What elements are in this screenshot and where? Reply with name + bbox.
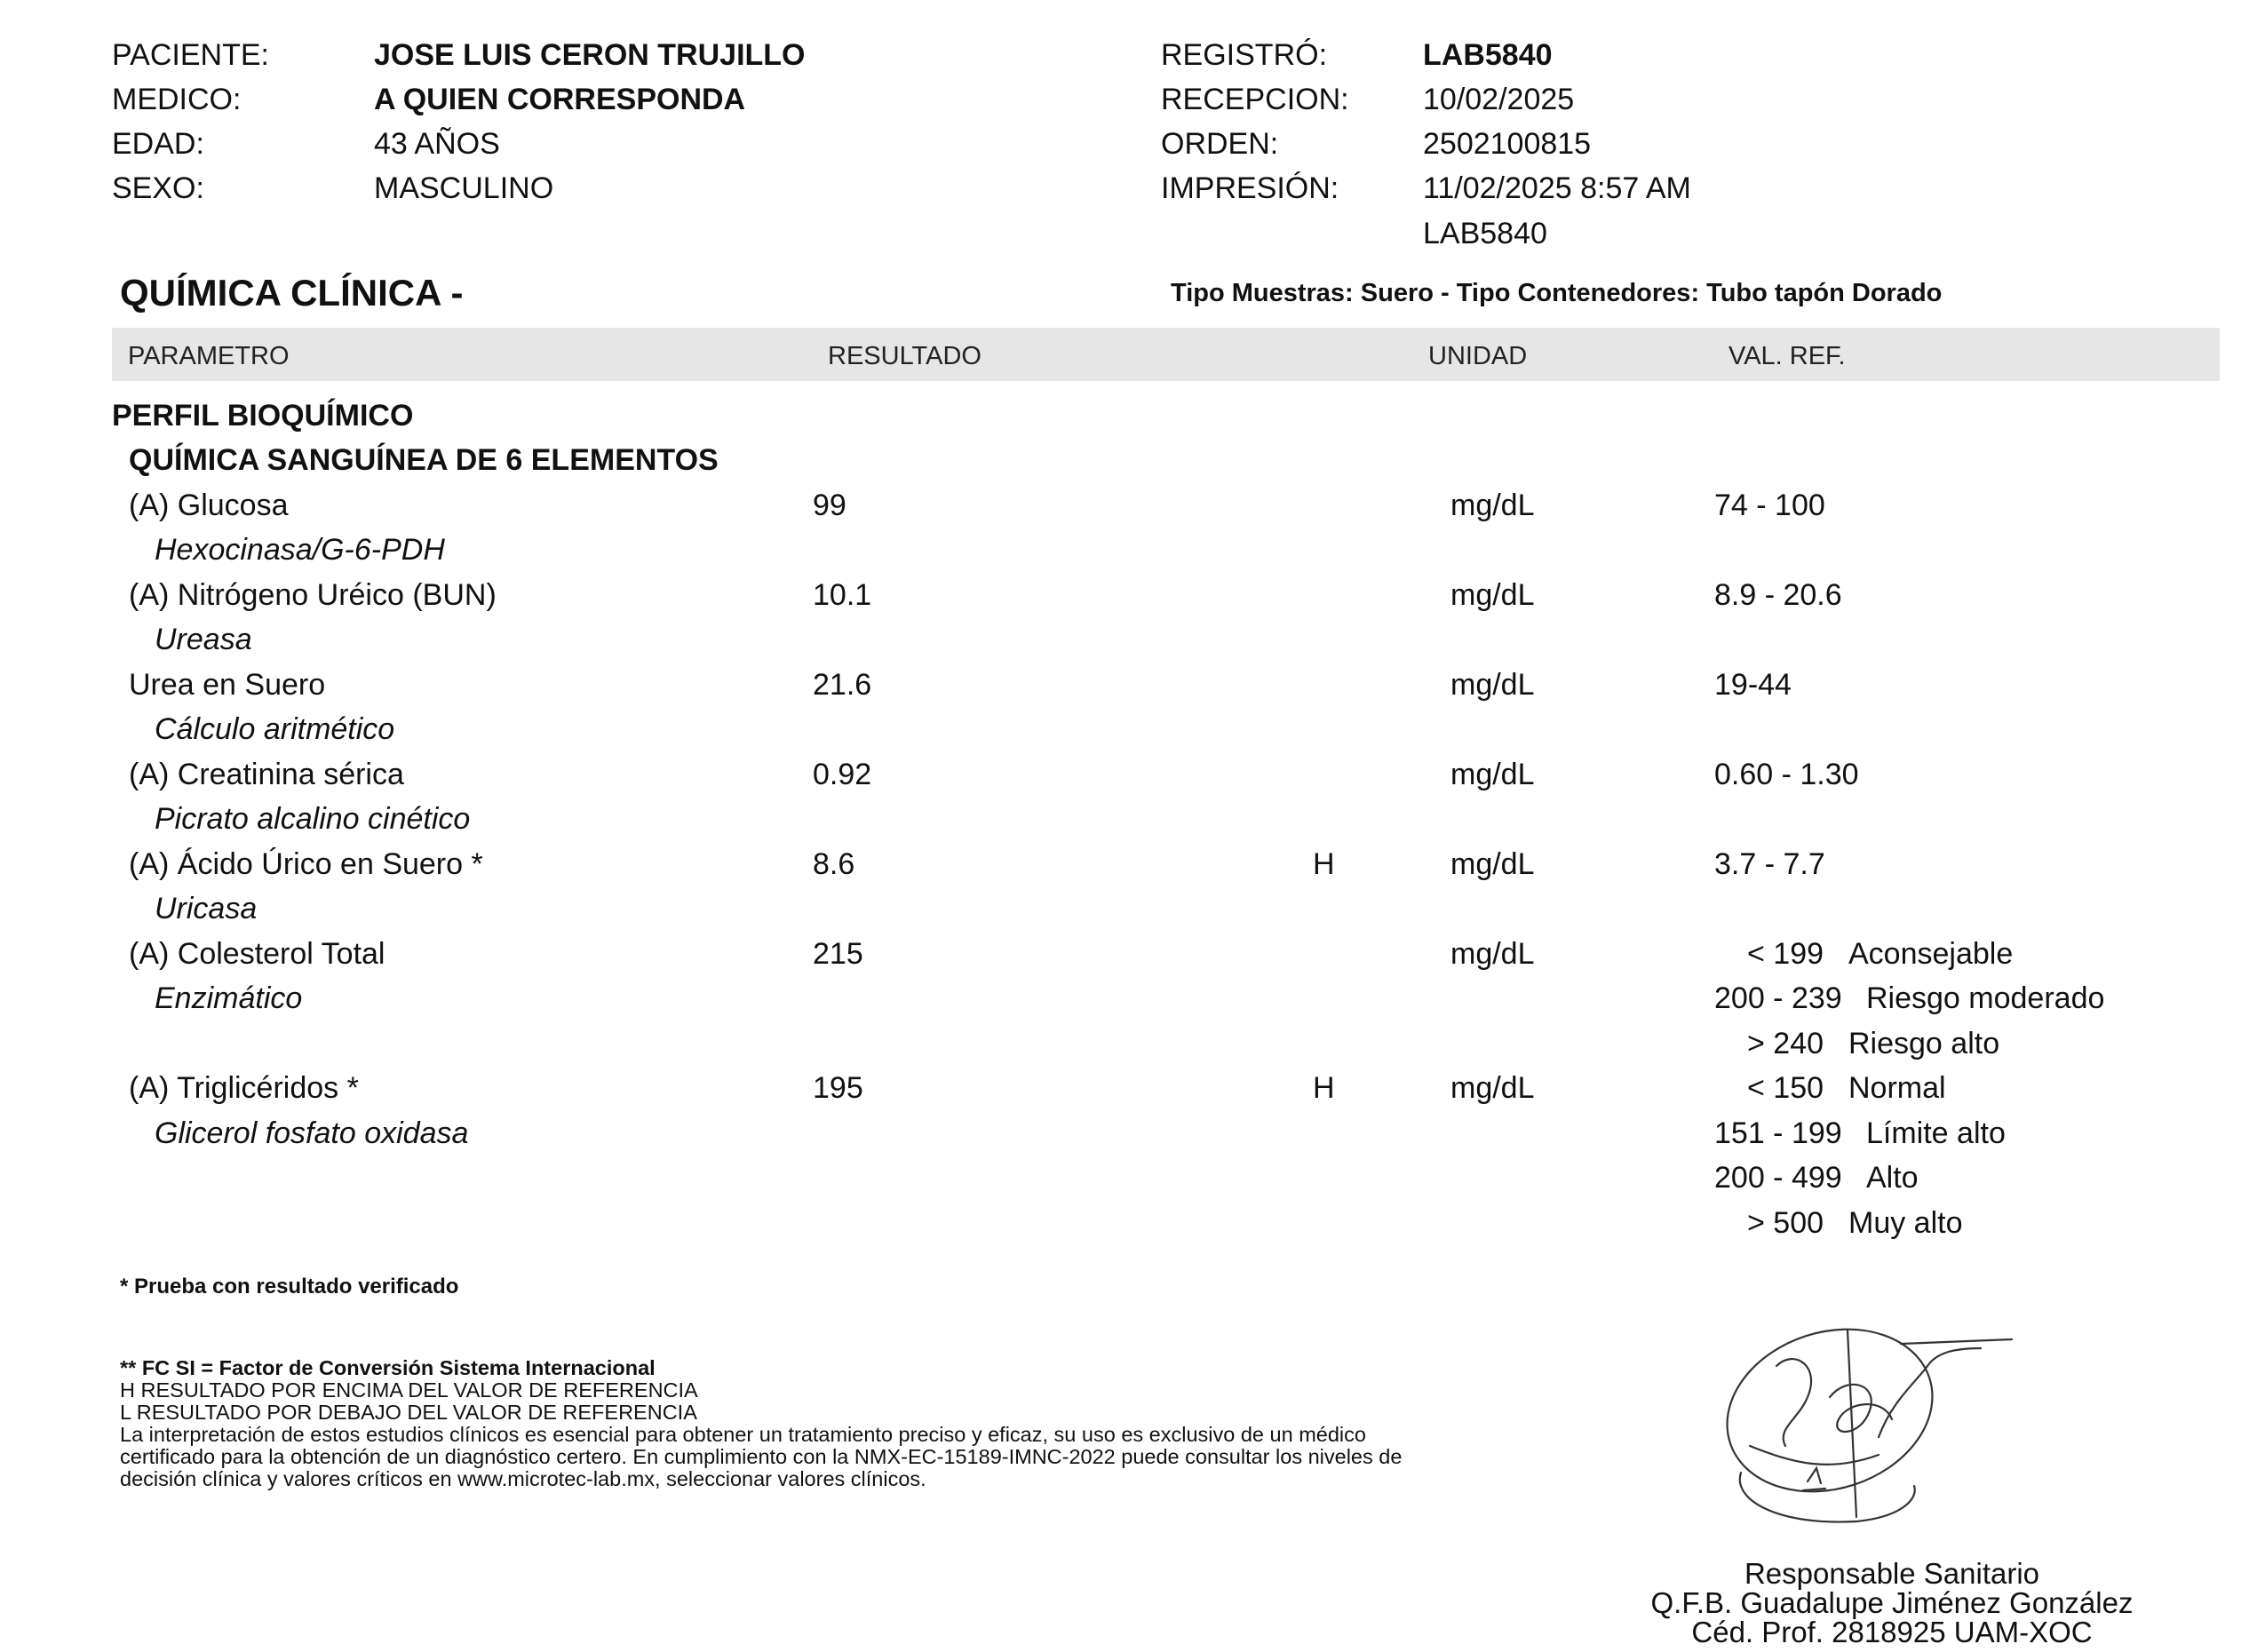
unit: mg/dL bbox=[1450, 937, 1535, 971]
reference-range: > 240 bbox=[1747, 1027, 1824, 1060]
reference-label: Límite alto bbox=[1866, 1116, 2006, 1150]
reference-range: 151 - 199 bbox=[1714, 1116, 1842, 1150]
reference-range: > 500 bbox=[1747, 1206, 1824, 1240]
parameter-name: (A) Triglicéridos * bbox=[129, 1071, 359, 1105]
table-header bbox=[112, 328, 2220, 381]
parameter-method: Uricasa bbox=[155, 892, 258, 925]
unit: mg/dL bbox=[1450, 847, 1535, 881]
parameter-name: (A) Glucosa bbox=[129, 488, 289, 522]
result-value: 21.6 bbox=[813, 668, 872, 702]
reference-range: < 150 bbox=[1747, 1071, 1824, 1105]
reference-range: 200 - 239 bbox=[1714, 981, 1842, 1015]
reception-label: RECEPCION: bbox=[1161, 83, 1349, 116]
reference-label: Alto bbox=[1866, 1161, 1919, 1195]
parameter-name: (A) Creatinina sérica bbox=[129, 758, 404, 791]
unit: mg/dL bbox=[1450, 758, 1535, 791]
patient-label: PACIENTE: bbox=[112, 38, 269, 72]
print-label: IMPRESIÓN: bbox=[1161, 171, 1339, 205]
result-value: 99 bbox=[813, 488, 846, 522]
parameter-method: Enzimático bbox=[155, 981, 303, 1015]
sex-value: MASCULINO bbox=[374, 171, 554, 205]
registered-value: LAB5840 bbox=[1423, 38, 1553, 72]
section-title: QUÍMICA CLÍNICA - bbox=[120, 272, 464, 314]
parameter-name: Urea en Suero bbox=[129, 668, 326, 702]
lab-code: LAB5840 bbox=[1423, 217, 1547, 250]
signature-block bbox=[1581, 1559, 2203, 1647]
notes-block bbox=[120, 1357, 1402, 1490]
order-value: 2502100815 bbox=[1423, 127, 1592, 161]
parameter-method: Picrato alcalino cinético bbox=[155, 802, 471, 836]
patient-value: JOSE LUIS CERON TRUJILLO bbox=[374, 38, 806, 72]
reference-label: Riesgo moderado bbox=[1866, 981, 2105, 1015]
reference-range: 200 - 499 bbox=[1714, 1161, 1842, 1195]
group-heading: PERFIL BIOQUÍMICO bbox=[112, 399, 414, 433]
result-value: 8.6 bbox=[813, 847, 855, 881]
reference-label: Aconsejable bbox=[1848, 937, 2014, 971]
parameter-method: Cálculo aritmético bbox=[155, 712, 395, 746]
reference-value: 74 - 100 bbox=[1714, 488, 1825, 522]
reference-value: 8.9 - 20.6 bbox=[1714, 578, 1842, 612]
subgroup-heading: QUÍMICA SANGUÍNEA DE 6 ELEMENTOS bbox=[129, 443, 719, 477]
verified-footnote: * Prueba con resultado verificado bbox=[120, 1275, 459, 1299]
order-label: ORDEN: bbox=[1161, 127, 1279, 161]
result-value: 195 bbox=[813, 1071, 863, 1105]
column-header-result: RESULTADO bbox=[828, 342, 982, 370]
result-value: 10.1 bbox=[813, 578, 872, 612]
sex-label: SEXO: bbox=[112, 171, 204, 205]
disclaimer-line: La interpretación de estos estudios clínicos es esencial para obtener un tratamiento preciso y eficaz, su uso es exclusivo de un médico bbox=[120, 1423, 1366, 1446]
unit: mg/dL bbox=[1450, 668, 1535, 702]
reference-label: Normal bbox=[1848, 1071, 1946, 1105]
high-note: H RESULTADO POR ENCIMA DEL VALOR DE REFERENCIA bbox=[120, 1378, 698, 1402]
reference-range: < 199 bbox=[1747, 937, 1824, 971]
reference-label: Riesgo alto bbox=[1848, 1027, 2000, 1060]
reception-value: 10/02/2025 bbox=[1423, 83, 1575, 116]
signature-license: Céd. Prof. 2818925 UAM-XOC bbox=[1691, 1616, 2093, 1648]
result-value: 0.92 bbox=[813, 758, 872, 791]
parameter-name: (A) Ácido Úrico en Suero * bbox=[129, 847, 483, 881]
reference-label: Muy alto bbox=[1848, 1206, 1963, 1240]
column-header-unit: UNIDAD bbox=[1428, 342, 1528, 370]
high-flag: H bbox=[1313, 1071, 1335, 1105]
sample-info: Tipo Muestras: Suero - Tipo Contenedores: Tubo tapón Dorado bbox=[1171, 279, 1943, 307]
low-note: L RESULTADO POR DEBAJO DEL VALOR DE REFERENCIA bbox=[120, 1401, 697, 1424]
parameter-method: Glicerol fosfato oxidasa bbox=[155, 1116, 469, 1150]
fc-si-note: ** FC SI = Factor de Conversión Sistema Internacional bbox=[120, 1356, 656, 1379]
result-value: 215 bbox=[813, 937, 863, 971]
doctor-value: A QUIEN CORRESPONDA bbox=[374, 83, 746, 116]
unit: mg/dL bbox=[1450, 1071, 1535, 1105]
reference-value: 3.7 - 7.7 bbox=[1714, 847, 1825, 881]
disclaimer-line: certificado para la obtención de un diagnóstico certero. En cumplimiento con la NMX-EC-15189-IMNC-2022 puede consultar los niveles de bbox=[120, 1445, 1403, 1468]
parameter-name: (A) Colesterol Total bbox=[129, 937, 385, 971]
column-header-parameter: PARAMETRO bbox=[128, 342, 290, 370]
unit: mg/dL bbox=[1450, 578, 1535, 612]
registered-label: REGISTRÓ: bbox=[1161, 38, 1328, 72]
parameter-name: (A) Nitrógeno Uréico (BUN) bbox=[129, 578, 497, 612]
unit: mg/dL bbox=[1450, 488, 1535, 522]
signature-image bbox=[1723, 1313, 2016, 1535]
column-header-ref: VAL. REF. bbox=[1729, 342, 1846, 370]
signature-name: Q.F.B. Guadalupe Jiménez González bbox=[1650, 1586, 2134, 1619]
signature-role: Responsable Sanitario bbox=[1744, 1557, 2040, 1590]
reference-value: 0.60 - 1.30 bbox=[1714, 758, 1859, 791]
parameter-method: Hexocinasa/G-6-PDH bbox=[155, 533, 445, 567]
print-value: 11/02/2025 8:57 AM bbox=[1423, 171, 1691, 205]
age-label: EDAD: bbox=[112, 127, 204, 161]
disclaimer-line: decisión clínica y valores críticos en www.microtec-lab.mx, seleccionar valores clínicos. bbox=[120, 1467, 926, 1490]
reference-value: 19-44 bbox=[1714, 668, 1792, 702]
age-value: 43 AÑOS bbox=[374, 127, 500, 161]
high-flag: H bbox=[1313, 847, 1335, 881]
parameter-method: Ureasa bbox=[155, 623, 252, 656]
doctor-label: MEDICO: bbox=[112, 83, 242, 116]
